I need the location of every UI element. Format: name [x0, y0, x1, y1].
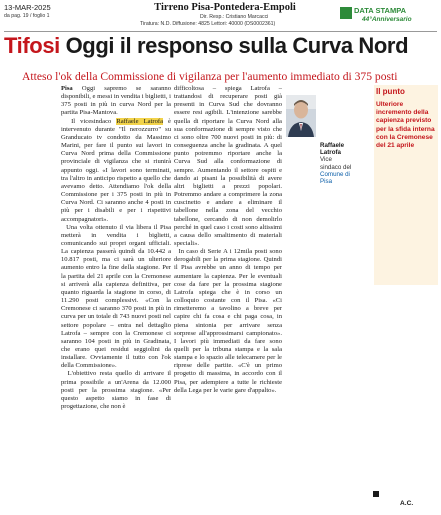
paragraph: Oggi sapremo se saranno disponibili, e messi in vendita i biglietti, i 375 posti in più in curva Nord per la partita Pisa-Mantova.	[61, 85, 171, 117]
circulation-line: Tiratura: N.D. Diffusione: 4825 Lettori: 40000 (DS0002361)	[140, 21, 276, 27]
sidebar-text: Ulteriore incremento della capienza previsto per la sfida interna con la Cremonese del 21 aprile	[376, 101, 435, 150]
headline-kicker: Tifosi	[4, 33, 60, 58]
portrait-photo	[286, 95, 316, 137]
article-subhead: Atteso l'ok della Commissione di vigilanza per l'aumento immediato di 375 posti	[22, 70, 398, 83]
sidebar-title: Il punto	[376, 87, 405, 96]
data-stampa-brand: DATA STAMPA	[354, 6, 407, 15]
data-stampa-logo-icon	[340, 7, 352, 19]
article-column-2	[174, 85, 282, 513]
caption-name: Raffaele Latrofa	[320, 142, 345, 157]
headline-text: Oggi il responso sulla Curva Nord	[65, 33, 409, 58]
article-column-1	[61, 85, 171, 513]
paragraph: difficoltosa – spiega Latrofa – trattandosi di recuperare posti già presenti in Curva Sud che dovranno essere resi agibili. L'intenzione sarebbe quella di riportare la Curva Nord alla sua conformazione di sempre visto che ci sono oltre 700 nuovi posti in più: di conseguenza anche la gradinata. A quel punto potremmo riportare anche la Curva Sud alla conformazione di sempre. Aumentando il settore ospiti e dando ai pisani la possibilità di avere altri biglietti a prezzi popolari. Potremmo andare a comprimere la zona cuscinetto e andare a eliminare il tabellone nella zona del vecchio tabellone, cercando di non demolirlo perché in quel caso i costi sono altissimi a causa dello smaltimento di materiali speciali».	[174, 85, 282, 247]
photo-caption	[320, 142, 352, 185]
page-reference: da pag. 19 / foglio 1	[4, 13, 50, 19]
highlighted-name: Raffaele Latrofa	[116, 117, 163, 125]
author-signature: A.C.	[400, 500, 414, 507]
paragraph: Il vicesindaco	[71, 117, 112, 125]
publication-name: Tirreno Pisa-Pontedera-Empoli	[154, 2, 296, 13]
dateline-location: Pisa	[61, 85, 73, 92]
paragraph: Una volta ottenuto il via libera il Pisa metterà in vendita i biglietti, comunicando sui propri organi ufficiali. La capienza passerà quindi da 10.442 a 10.817 posti, ma ci sarà un ulteriore aumento entro la fine della stagione. Per la partita del 21 aprile con la Cremonese si arriverà alla capienza definitiva, per quanto riguarda la stagione in corso, di 11.290 posti complessivi. «Con la Cremonese ci saranno 370 posti in più in curva per un totale di 743 nuovi posti nel settore popolare – entra nel dettaglio Latrofa – sempre con la Cremonese ci saranno 104 posti in più in Gradinata, che erano quei residui seggiolini da installare. Ovviamente il tutto con l'ok della Commissione».	[61, 223, 171, 370]
header-divider	[4, 31, 437, 32]
paragraph: L'obiettivo resta quello di arrivare il prima possibile a un'Arena da 12.000 posti per la prossima stagione. «Per questo aspetto siamo in fase di progettazione, che non è	[61, 370, 171, 411]
paragraph: In caso di Serie A i 12mila posti sono derogabili per la prima stagione. Quindi il Pisa avrebbe un anno di tempo per aumentare la capienza. Per le eventuali cose da fare per la prossima stagione Latrofa spiega che è in corso un colloquio costante con il Pisa. «Ci rimetteremo a tavolino a breve per capire chi fa cosa e chi paga cosa, in piena sintonia per arrivare senza sorprese all'approssimarsi campionato». I lavori più immediati da fare sono quelli per la tribuna stampa e la sala stampa e lo spazio alle telecamere per le riprese delle partite. «C'è un primo progetto di massima, in accordo con il Pisa, per adempiere a tutte le richieste della Lega per le varie gare d'appalto».	[174, 248, 282, 394]
caption-role: Vice sindaco del	[320, 156, 352, 171]
director-line: Dir. Resp.: Cristiano Marcacci	[200, 14, 269, 20]
data-stampa-anniversary: 44°Anniversario	[362, 16, 412, 23]
paragraph: è intervenuto durante "Il nerozzurro" su Granducato tv condotto da Massimo Marini, per fare il punto sui lavori in Curva Nord prima della Commissione provinciale di vigilanza che si riunirà appunto oggi. «I lavori sono terminati, tra l'altro in anticipo rispetto a quello che avevamo detto. Attendiamo l'ok della Commissione per i 375 posti in più in Curva Nord. Ci saranno anche 4 posti in più per i disabili e per i rispettivi accompagnatori».	[61, 117, 171, 223]
article-headline	[4, 34, 437, 58]
caption-org: Comune di Pisa	[320, 170, 350, 186]
clipping-date: 13-MAR-2025	[4, 3, 51, 12]
article-end-mark	[373, 491, 379, 497]
